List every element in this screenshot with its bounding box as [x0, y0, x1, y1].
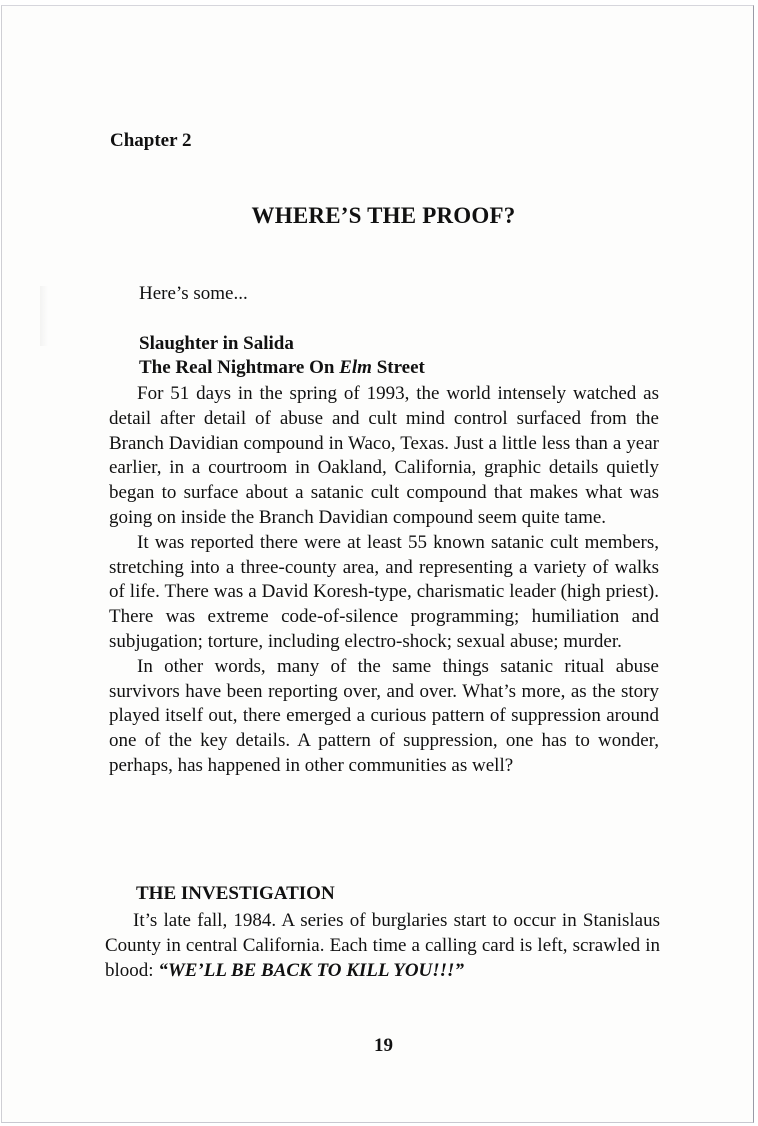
section-title-investigation: THE INVESTIGATION — [136, 883, 335, 904]
paragraph — [105, 909, 660, 983]
paragraph: For 51 days in the spring of 1993, the world intensely watched as detail after detail of abuse and cult mind control surfaced from the Branch Davidian compound in Waco, Texas. Just a little less than a year earlier, in a courtroom in Oakland, California, graphic details quietly began to surface about a satanic cult compound that makes what was going on inside the Branch Davidian compound seem quite tame. — [109, 383, 659, 528]
chapter-title: WHERE’S THE PROOF? — [251, 203, 516, 228]
section-title-slaughter: Slaughter in Salida — [139, 333, 294, 354]
blood-message-quote: “WE’LL BE BACK TO KILL YOU!!!” — [158, 959, 464, 981]
subtitle-suffix: Street — [371, 357, 425, 378]
page-number: 19 — [374, 1035, 393, 1056]
section-subtitle-nightmare — [139, 357, 425, 379]
paragraph: In other words, many of the same things satanic ritual abuse survivors have been reporting over, and over. What’s more, as the story played itself out, there emerged a curious pattern of suppression around one of the key details. A pattern of suppression, one has to wonder, perhaps, has happened in other communities as well? — [109, 655, 659, 776]
section1-body — [109, 382, 659, 779]
scan-shadow — [40, 286, 48, 346]
subtitle-prefix: The Real Nightmare On — [139, 357, 340, 378]
section2-body — [105, 909, 660, 983]
chapter-label: Chapter 2 — [110, 130, 192, 151]
document-page — [1, 5, 754, 1123]
lead-text: Here’s some... — [139, 283, 248, 304]
paragraph-text: It’s late fall, 1984. A series of burglaries start to occur in Stanislaus County in central California. Each time a calling card is left, scrawled in blood: — [105, 910, 660, 981]
subtitle-italic: Elm — [339, 357, 372, 378]
paragraph: It was reported there were at least 55 known satanic cult members, stretching into a three-county area, and representing a variety of walks of life. There was a David Koresh-type, charismatic leader (high priest). There was extreme code-of-silence programming; humiliation and subjugation; torture, including electro-shock; sexual abuse; murder. — [109, 531, 659, 652]
